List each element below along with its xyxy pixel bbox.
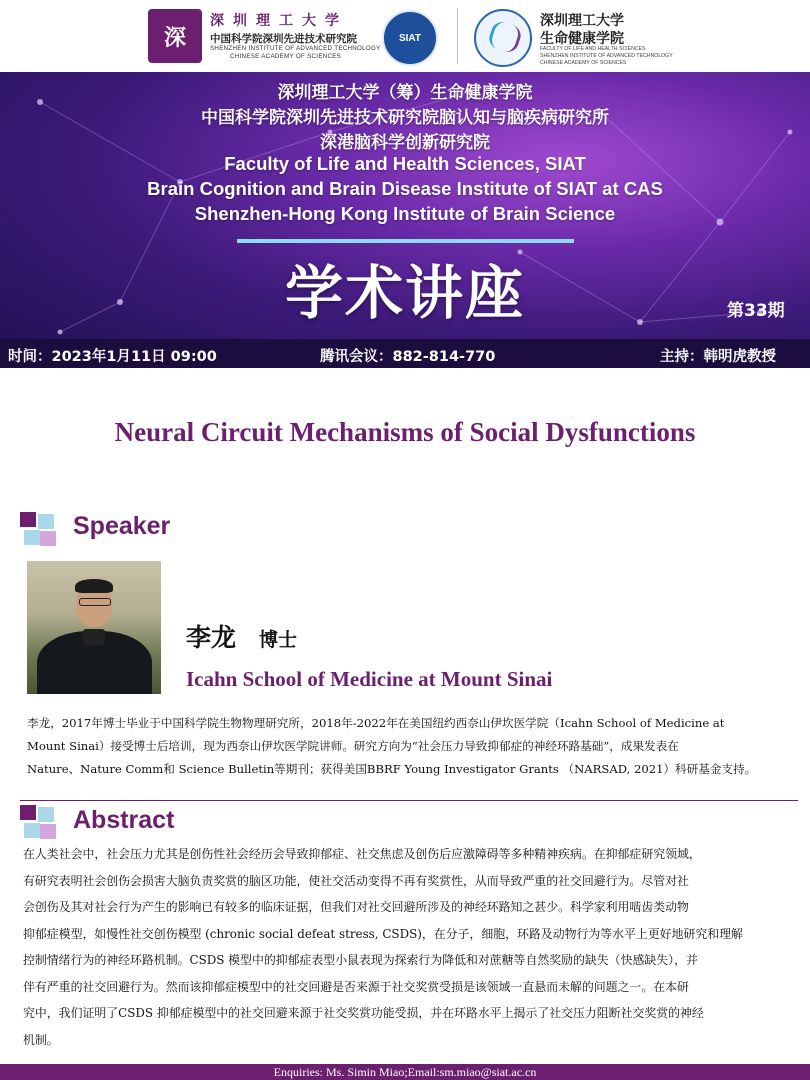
lhs-name-line2: 生命健康学院	[540, 31, 624, 47]
banner-line-faculty-en: Faculty of Life and Health Sciences, SIAT	[224, 153, 586, 174]
bio-line: 李龙，2017年博士毕业于中国科学院生物物理研究所，2018年-2022年在美国纽约西奈山伊坎医学院（Icahn School of Medicine at	[27, 716, 725, 730]
abstract-line: 控制情绪行为的神经环路机制。CSDS 模型中的抑郁症表型小鼠表现为探索行为降低和对蔗糖等自然奖励的缺失（快感缺失），并	[23, 953, 698, 967]
cas-name-en: CHINESE ACADEMY OF SCIENCES	[230, 53, 342, 60]
banner-line-faculty-cn: 深圳理工大学（筹）生命健康学院	[277, 83, 533, 103]
lecture-time: 时间：2023年1月11日 09:00	[8, 349, 217, 365]
siut-name: 深圳理工大学	[210, 13, 348, 29]
speaker-bio	[27, 712, 787, 781]
host: 主持：韩明虎教授	[660, 349, 776, 365]
siat-name-cn: 中国科学院深圳先进技术研究院	[210, 33, 357, 45]
issue-number: 第33期	[727, 301, 785, 321]
abstract-line: 会创伤及其对社会行为产生的影响已有较多的临床证据，但我们对社交回避所涉及的神经环路知之甚少。科学家利用啮齿类动物	[23, 900, 689, 914]
siut-logo	[148, 9, 202, 63]
meeting-id: 腾讯会议：882-814-770	[320, 349, 496, 365]
bio-line: Mount Sinai）接受博士后培训，现为西奈山伊坎医学院讲师。研究方向为“社会压力导致抑郁症的神经环路基础”，成果发表在	[27, 739, 679, 753]
lecture-title: 学术讲座	[284, 259, 525, 327]
lhs-name-line1: 深圳理工大学	[540, 13, 624, 29]
talk-title: Neural Circuit Mechanisms of Social Dysfunctions	[114, 417, 696, 447]
lecture-banner	[0, 72, 810, 368]
abstract-line: 有研究表明社会创伤会损害大脑负责奖赏的脑区功能，使社交活动变得不再有奖赏性，从而导致严重的社交回避行为。尽管对社	[23, 873, 689, 888]
siut-logo-mark: 深	[163, 25, 186, 51]
logo-bar	[0, 0, 810, 72]
speaker-heading: Speaker	[73, 512, 171, 540]
info-strip	[0, 339, 810, 368]
bio-line: Nature、Nature Comm和 Science Bulletin等期刊；获得美国BBRF Young Investigator Grants （NARSAD, 2021）科研基金支持。	[27, 762, 757, 776]
lhs-en-line1: FACULTY OF LIFE AND HEALTH SCIENCES	[540, 46, 646, 52]
banner-line-shk-en: Shenzhen-Hong Kong Institute of Brain Science	[194, 203, 616, 224]
lhs-en-line3: CHINESE ACADEMY OF SCIENCES	[540, 60, 627, 66]
abstract-body	[23, 841, 789, 1053]
lhs-en-line2: SHENZHEN INSTITUTE OF ADVANCED TECHNOLOGY	[540, 53, 673, 59]
abstract-line: 机制。	[23, 1032, 59, 1047]
abstract-line: 伴有严重的社交回避行为。然而该抑郁症模型中的社交回避是否来源于社交奖赏受损是该领域一直悬而未解的问题之一。在本研	[23, 979, 689, 994]
banner-rule	[237, 239, 574, 243]
banner-line-institute-cn: 中国科学院深圳先进技术研究院脑认知与脑疾病研究所	[201, 108, 609, 128]
logo-divider	[457, 8, 458, 64]
siat-seal-text: SIAT	[398, 32, 422, 44]
banner-line-shk-cn: 深港脑科学创新研究院	[320, 133, 490, 153]
section-divider	[20, 800, 798, 801]
abstract-line: 究中，我们证明了CSDS 抑郁症模型中的社交回避来源于社交奖赏功能受损，并在环路水平上揭示了社交压力阻断社交奖赏的神经	[23, 1006, 704, 1020]
siat-seal-logo	[382, 10, 438, 66]
siat-name-en: SHENZHEN INSTITUTE OF ADVANCED TECHNOLOGY	[210, 45, 381, 52]
lhs-seal-logo	[474, 9, 532, 67]
dna-helix-icon	[486, 19, 523, 55]
speaker-section-icon	[20, 512, 58, 548]
speaker-photo	[27, 561, 161, 694]
banner-line-institute-en: Brain Cognition and Brain Disease Institute of SIAT at CAS	[147, 178, 663, 199]
speaker-affiliation: Icahn School of Medicine at Mount Sinai	[186, 667, 553, 691]
abstract-heading: Abstract	[73, 806, 175, 834]
abstract-line: 抑郁症模型，如慢性社交创伤模型 (chronic social defeat stress, CSDS)，在分子，细胞，环路及动物行为等水平上更好地研究和理解	[23, 926, 743, 941]
enquiries-footer: Enquiries: Ms. Simin Miao;Email:sm.miao@siat.ac.cn	[0, 1064, 810, 1080]
abstract-section-icon	[20, 805, 58, 841]
abstract-line: 在人类社会中，社会压力尤其是创伤性社会经历会导致抑郁症、社交焦虑及创伤后应激障碍等多种精神疾病。在抑郁症研究领域，	[23, 847, 701, 861]
speaker-title: 博士	[259, 629, 298, 651]
speaker-name: 李龙	[186, 623, 237, 652]
